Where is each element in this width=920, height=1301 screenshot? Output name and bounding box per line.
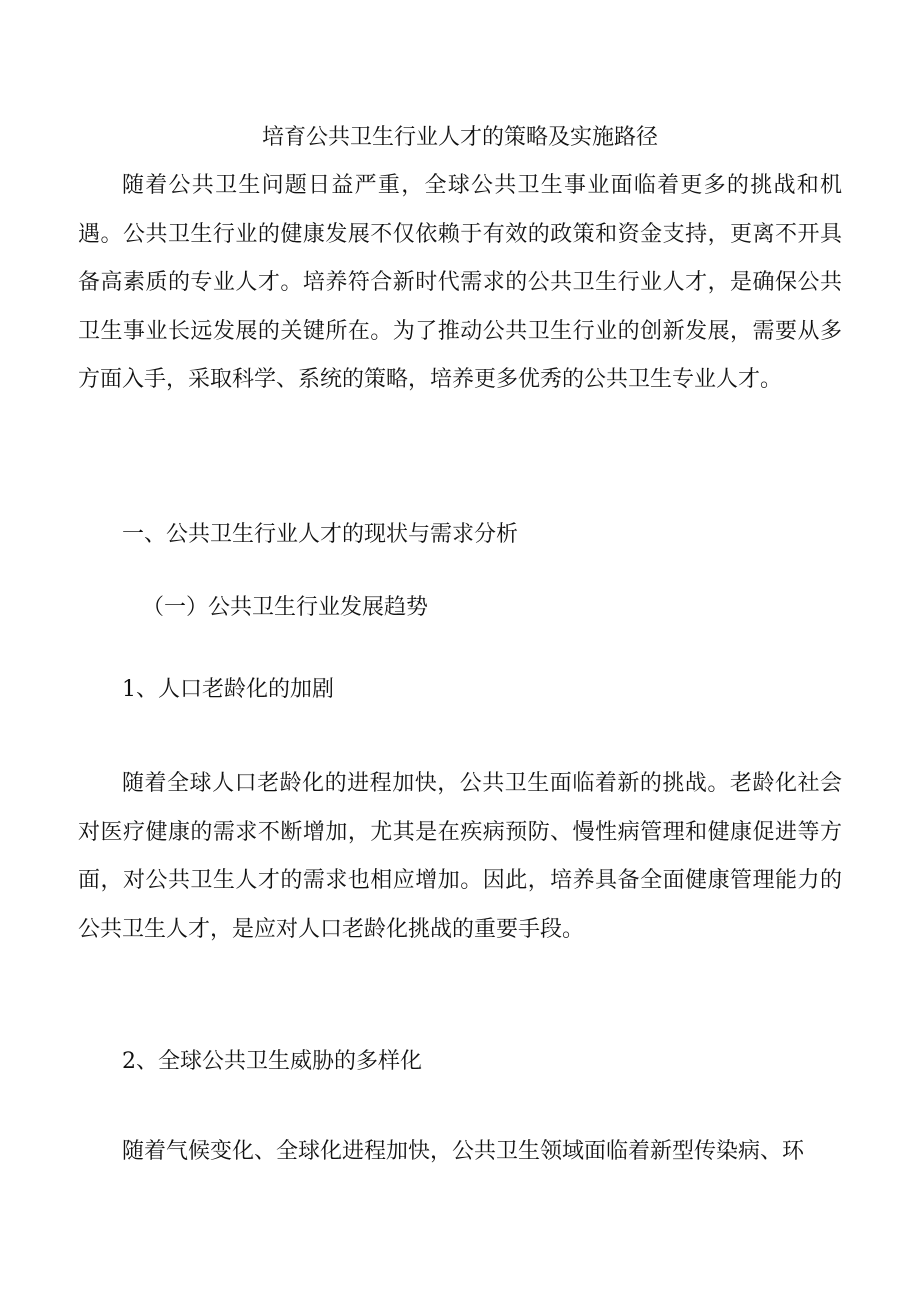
document-title: 培育公共卫生行业人才的策略及实施路径 xyxy=(261,125,658,150)
item1-paragraph: 随着全球人口老龄化的进程加快，公共卫生面临着新的挑战。老龄化社会对医疗健康的需求不断增加，尤其是在疾病预防、慢性病管理和健康促进等方面，对公共卫生人才的需求也相应增加。因此，培养具备全面健康管理能力的公共卫生人才，是应对人口老龄化挑战的重要手段。 xyxy=(78,771,842,942)
item-heading-1: 1、人口老龄化的加剧 xyxy=(122,677,334,702)
subsection-heading-1: （一）公共卫生行业发展趋势 xyxy=(142,595,429,620)
item2-paragraph: 随着气候变化、全球化进程加快，公共卫生领域面临着新型传染病、环 xyxy=(122,1139,805,1164)
item-heading-2: 2、全球公共卫生威胁的多样化 xyxy=(122,1049,422,1074)
intro-paragraph: 随着公共卫生问题日益严重，全球公共卫生事业面临着更多的挑战和机遇。公共卫生行业的健康发展不仅依赖于有效的政策和资金支持，更离不开具备高素质的专业人才。培养符合新时代需求的公共卫生行业人才，是确保公共卫生事业长远发展的关键所在。为了推动公共卫生行业的创新发展，需要从多方面入手，采取科学、系统的策略，培养更多优秀的公共卫生专业人才。 xyxy=(78,173,842,392)
section-heading-1: 一、公共卫生行业人才的现状与需求分析 xyxy=(122,522,519,547)
